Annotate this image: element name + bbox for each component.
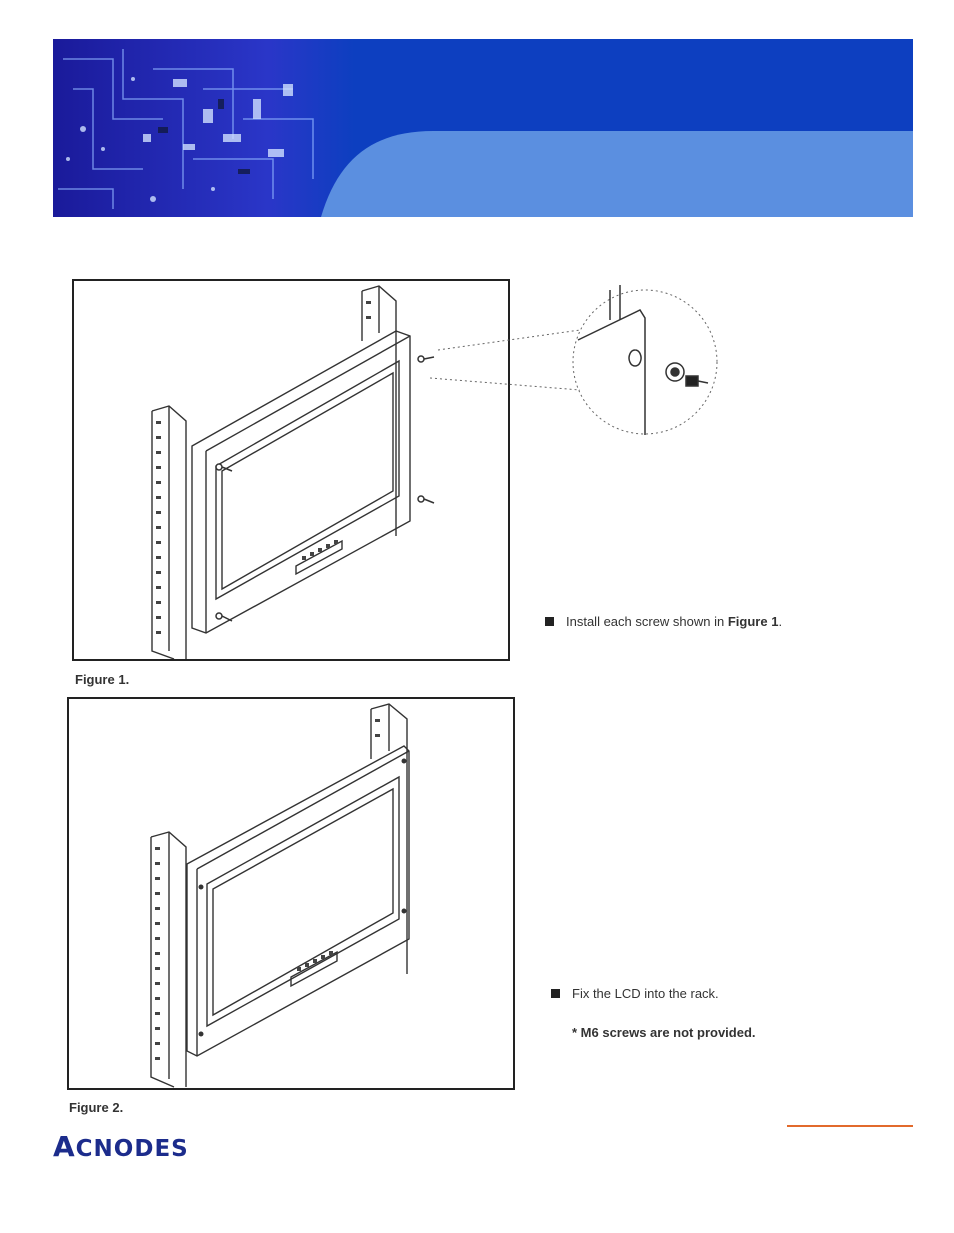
screw-detail-zoom bbox=[430, 280, 730, 450]
footer-accent-rule bbox=[787, 1125, 913, 1127]
screws-note: * M6 screws are not provided. bbox=[572, 1025, 756, 1040]
acnodes-logo: ACNODES bbox=[53, 1130, 189, 1163]
bullet-icon bbox=[551, 989, 560, 998]
header-banner bbox=[53, 39, 913, 217]
banner-curve-shape bbox=[53, 39, 913, 217]
figure-2-illustration bbox=[69, 699, 513, 1088]
bullet-icon bbox=[545, 617, 554, 626]
figure-2-frame bbox=[67, 697, 515, 1090]
figure-1-instruction: Install each screw shown in Figure 1. bbox=[545, 614, 782, 629]
figure-2-caption: Figure 2. bbox=[69, 1100, 124, 1115]
figure-2-instruction: Fix the LCD into the rack. bbox=[551, 986, 719, 1001]
figure-1-caption: Figure 1. bbox=[75, 672, 130, 687]
